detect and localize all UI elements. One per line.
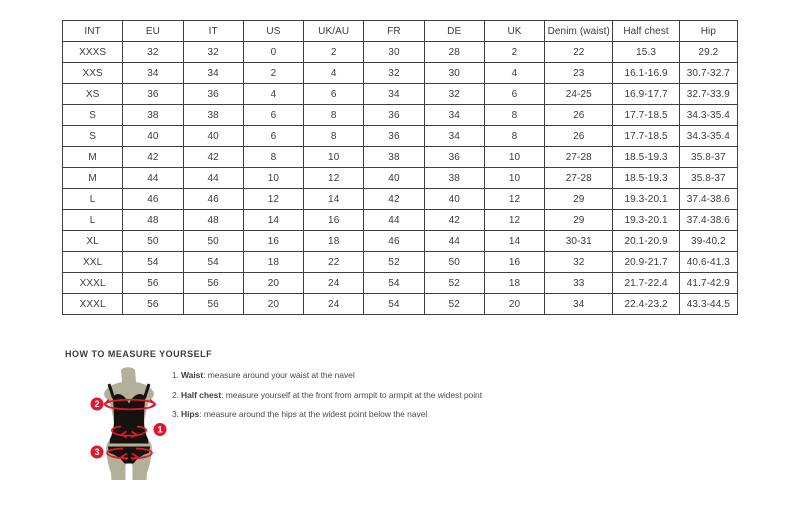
table-cell: XXS xyxy=(63,63,123,84)
table-cell: 35.8-37 xyxy=(679,147,737,168)
table-cell: 21.7-22.4 xyxy=(613,273,679,294)
table-cell: 2 xyxy=(304,42,364,63)
table-cell: 36 xyxy=(364,126,424,147)
column-header: Hip xyxy=(679,21,737,42)
table-cell: 46 xyxy=(364,231,424,252)
step-label: Hips xyxy=(181,409,200,419)
table-cell: 12 xyxy=(484,189,544,210)
table-cell: M xyxy=(63,147,123,168)
table-cell: 34 xyxy=(424,126,484,147)
table-cell: 26 xyxy=(545,126,613,147)
table-cell: XXL xyxy=(63,252,123,273)
table-cell: 24-25 xyxy=(545,84,613,105)
table-cell: 52 xyxy=(364,252,424,273)
table-cell: 32 xyxy=(545,252,613,273)
table-cell: 10 xyxy=(484,147,544,168)
step-text: : measure yourself at the front from armpit to armpit at the widest point xyxy=(221,389,483,400)
table-cell: 23 xyxy=(545,63,613,84)
table-cell: 18 xyxy=(243,252,303,273)
table-cell: 22 xyxy=(545,42,613,63)
badge-number: 3 xyxy=(94,447,100,458)
table-cell: 56 xyxy=(183,294,243,315)
table-row xyxy=(63,126,738,147)
table-cell: L xyxy=(63,189,123,210)
table-row xyxy=(63,42,738,63)
table-cell: 32 xyxy=(364,63,424,84)
column-header: UK/AU xyxy=(304,21,364,42)
table-cell: 37.4-38.6 xyxy=(679,210,737,231)
table-cell: 34 xyxy=(424,105,484,126)
column-header: EU xyxy=(123,21,183,42)
step-text: : measure around your waist at the navel xyxy=(203,370,355,380)
table-cell: 20 xyxy=(243,294,303,315)
table-cell: 14 xyxy=(484,231,544,252)
table-cell: 38 xyxy=(364,147,424,168)
table-cell: 10 xyxy=(243,168,303,189)
table-cell: 44 xyxy=(183,168,243,189)
column-header: IT xyxy=(183,21,243,42)
table-cell: 34 xyxy=(183,63,243,84)
step-number: 3. xyxy=(172,409,179,419)
table-cell: 36 xyxy=(123,84,183,105)
table-cell: 29 xyxy=(545,189,613,210)
column-header: INT xyxy=(63,21,123,42)
table-cell: 8 xyxy=(304,126,364,147)
table-cell: 35.8-37 xyxy=(679,168,737,189)
table-body xyxy=(63,42,738,315)
table-cell: XXXL xyxy=(63,273,123,294)
table-cell: 32.7-33.9 xyxy=(679,84,737,105)
table-row xyxy=(63,273,738,294)
measure-step-waist xyxy=(172,370,482,380)
table-cell: 6 xyxy=(484,84,544,105)
table-cell: 48 xyxy=(183,210,243,231)
table-cell: XXXL xyxy=(63,294,123,315)
table-cell: 17.7-18.5 xyxy=(613,126,679,147)
table-cell: 34 xyxy=(545,294,613,315)
table-cell: 16 xyxy=(304,210,364,231)
table-cell: 29 xyxy=(545,210,613,231)
table-cell: 16.9-17.7 xyxy=(613,84,679,105)
table-row xyxy=(63,189,738,210)
table-row xyxy=(63,84,738,105)
table-row xyxy=(63,63,738,84)
table-cell: 54 xyxy=(183,252,243,273)
table-cell: 18 xyxy=(484,273,544,294)
table-cell: 2 xyxy=(243,63,303,84)
table-cell: 34 xyxy=(123,63,183,84)
table-cell: 40 xyxy=(364,168,424,189)
header-row xyxy=(63,21,738,42)
table-cell: 2 xyxy=(484,42,544,63)
table-cell: 20 xyxy=(243,273,303,294)
table-cell: 19.3-20.1 xyxy=(613,189,679,210)
table-cell: 24 xyxy=(304,294,364,315)
table-cell: M xyxy=(63,168,123,189)
table-row xyxy=(63,294,738,315)
table-cell: 8 xyxy=(304,105,364,126)
table-cell: 37.4-38.6 xyxy=(679,189,737,210)
table-cell: S xyxy=(63,126,123,147)
table-row xyxy=(63,147,738,168)
table-cell: 0 xyxy=(243,42,303,63)
measure-steps xyxy=(172,370,482,429)
table-cell: 40 xyxy=(183,126,243,147)
step-number: 1. xyxy=(172,370,179,380)
table-cell: 50 xyxy=(183,231,243,252)
table-cell: 56 xyxy=(123,273,183,294)
table-cell: 20 xyxy=(484,294,544,315)
column-header: UK xyxy=(484,21,544,42)
table-cell: 40.6-41.3 xyxy=(679,252,737,273)
table-cell: 54 xyxy=(364,294,424,315)
table-cell: 20.1-20.9 xyxy=(613,231,679,252)
table-cell: 52 xyxy=(424,273,484,294)
table-cell: XL xyxy=(63,231,123,252)
badge-number: 1 xyxy=(157,424,163,435)
table-cell: XS xyxy=(63,84,123,105)
table-cell: 36 xyxy=(183,84,243,105)
table-cell: 46 xyxy=(183,189,243,210)
table-cell: S xyxy=(63,105,123,126)
table-cell: 16 xyxy=(243,231,303,252)
table-cell: 30-31 xyxy=(545,231,613,252)
badge-chest xyxy=(91,398,104,411)
table-cell: 4 xyxy=(484,63,544,84)
section-title: HOW TO MEASURE YOURSELF xyxy=(65,349,213,359)
table-cell: 38 xyxy=(183,105,243,126)
column-header: Half chest xyxy=(613,21,679,42)
table-cell: 20.9-21.7 xyxy=(613,252,679,273)
table-cell: 56 xyxy=(123,294,183,315)
measure-step-hips xyxy=(172,409,482,419)
table-cell: 27-28 xyxy=(545,168,613,189)
table-cell: L xyxy=(63,210,123,231)
table-cell: 44 xyxy=(364,210,424,231)
table-row xyxy=(63,231,738,252)
table-cell: 44 xyxy=(424,231,484,252)
table-cell: 28 xyxy=(424,42,484,63)
table-cell: 43.3-44.5 xyxy=(679,294,737,315)
table-cell: 40 xyxy=(424,189,484,210)
table-cell: 32 xyxy=(424,84,484,105)
badge-hip xyxy=(91,446,104,459)
step-label: Half chest xyxy=(181,389,222,400)
table-cell: 36 xyxy=(364,105,424,126)
table-cell: 50 xyxy=(123,231,183,252)
table-cell: 42 xyxy=(424,210,484,231)
table-row xyxy=(63,105,738,126)
mannequin-illustration xyxy=(78,365,178,485)
table-row xyxy=(63,168,738,189)
table-row xyxy=(63,252,738,273)
column-header: Denim (waist) xyxy=(545,21,613,42)
table-cell: 38 xyxy=(123,105,183,126)
table-cell: 27-28 xyxy=(545,147,613,168)
table-cell: 46 xyxy=(123,189,183,210)
table-cell: 18.5-19.3 xyxy=(613,147,679,168)
table-cell: 6 xyxy=(243,126,303,147)
table-cell: 16 xyxy=(484,252,544,273)
table-cell: 42 xyxy=(123,147,183,168)
table-cell: 48 xyxy=(123,210,183,231)
table-cell: 22.4-23.2 xyxy=(613,294,679,315)
step-text: : measure around the hips at the widest point below the navel xyxy=(199,409,428,419)
table-cell: 8 xyxy=(243,147,303,168)
table-cell: 12 xyxy=(243,189,303,210)
table-cell: 32 xyxy=(183,42,243,63)
table-cell: 10 xyxy=(304,147,364,168)
table-cell: 6 xyxy=(243,105,303,126)
table-cell: 14 xyxy=(304,189,364,210)
table-cell: 38 xyxy=(424,168,484,189)
table-cell: 39-40.2 xyxy=(679,231,737,252)
table-cell: 4 xyxy=(243,84,303,105)
column-header: US xyxy=(243,21,303,42)
table-cell: 42 xyxy=(364,189,424,210)
table-cell: 12 xyxy=(484,210,544,231)
measure-step-half-chest xyxy=(172,390,482,400)
table-cell: 33 xyxy=(545,273,613,294)
table-cell: 30.7-32.7 xyxy=(679,63,737,84)
table-cell: 10 xyxy=(484,168,544,189)
table-cell: 15.3 xyxy=(613,42,679,63)
badge-waist xyxy=(154,423,167,436)
table-cell: 32 xyxy=(123,42,183,63)
table-cell: 34.3-35.4 xyxy=(679,105,737,126)
table-cell: 8 xyxy=(484,126,544,147)
size-chart-table xyxy=(62,20,738,315)
table-cell: 30 xyxy=(364,42,424,63)
step-label: Waist xyxy=(181,370,204,380)
table-cell: 29.2 xyxy=(679,42,737,63)
column-header: FR xyxy=(364,21,424,42)
table-cell: 19.3-20.1 xyxy=(613,210,679,231)
table-cell: 30 xyxy=(424,63,484,84)
table-cell: 50 xyxy=(424,252,484,273)
table-cell: 36 xyxy=(424,147,484,168)
measurement-figure xyxy=(78,365,178,485)
table-cell: 18.5-19.3 xyxy=(613,168,679,189)
table-cell: XXXS xyxy=(63,42,123,63)
table-cell: 56 xyxy=(183,273,243,294)
table-cell: 24 xyxy=(304,273,364,294)
table-cell: 18 xyxy=(304,231,364,252)
table-cell: 41.7-42.9 xyxy=(679,273,737,294)
table-cell: 12 xyxy=(304,168,364,189)
step-number: 2. xyxy=(172,389,179,400)
table-cell: 42 xyxy=(183,147,243,168)
table-cell: 26 xyxy=(545,105,613,126)
table-cell: 17.7-18.5 xyxy=(613,105,679,126)
table-cell: 54 xyxy=(123,252,183,273)
column-header: DE xyxy=(424,21,484,42)
table-cell: 52 xyxy=(424,294,484,315)
table-cell: 6 xyxy=(304,84,364,105)
table-cell: 34 xyxy=(364,84,424,105)
table-cell: 34.3-35.4 xyxy=(679,126,737,147)
table-cell: 22 xyxy=(304,252,364,273)
table-cell: 40 xyxy=(123,126,183,147)
table-cell: 44 xyxy=(123,168,183,189)
table-cell: 54 xyxy=(364,273,424,294)
badge-number: 2 xyxy=(94,399,100,410)
table-cell: 14 xyxy=(243,210,303,231)
table-cell: 4 xyxy=(304,63,364,84)
table-cell: 8 xyxy=(484,105,544,126)
table-row xyxy=(63,210,738,231)
table-cell: 16.1-16.9 xyxy=(613,63,679,84)
